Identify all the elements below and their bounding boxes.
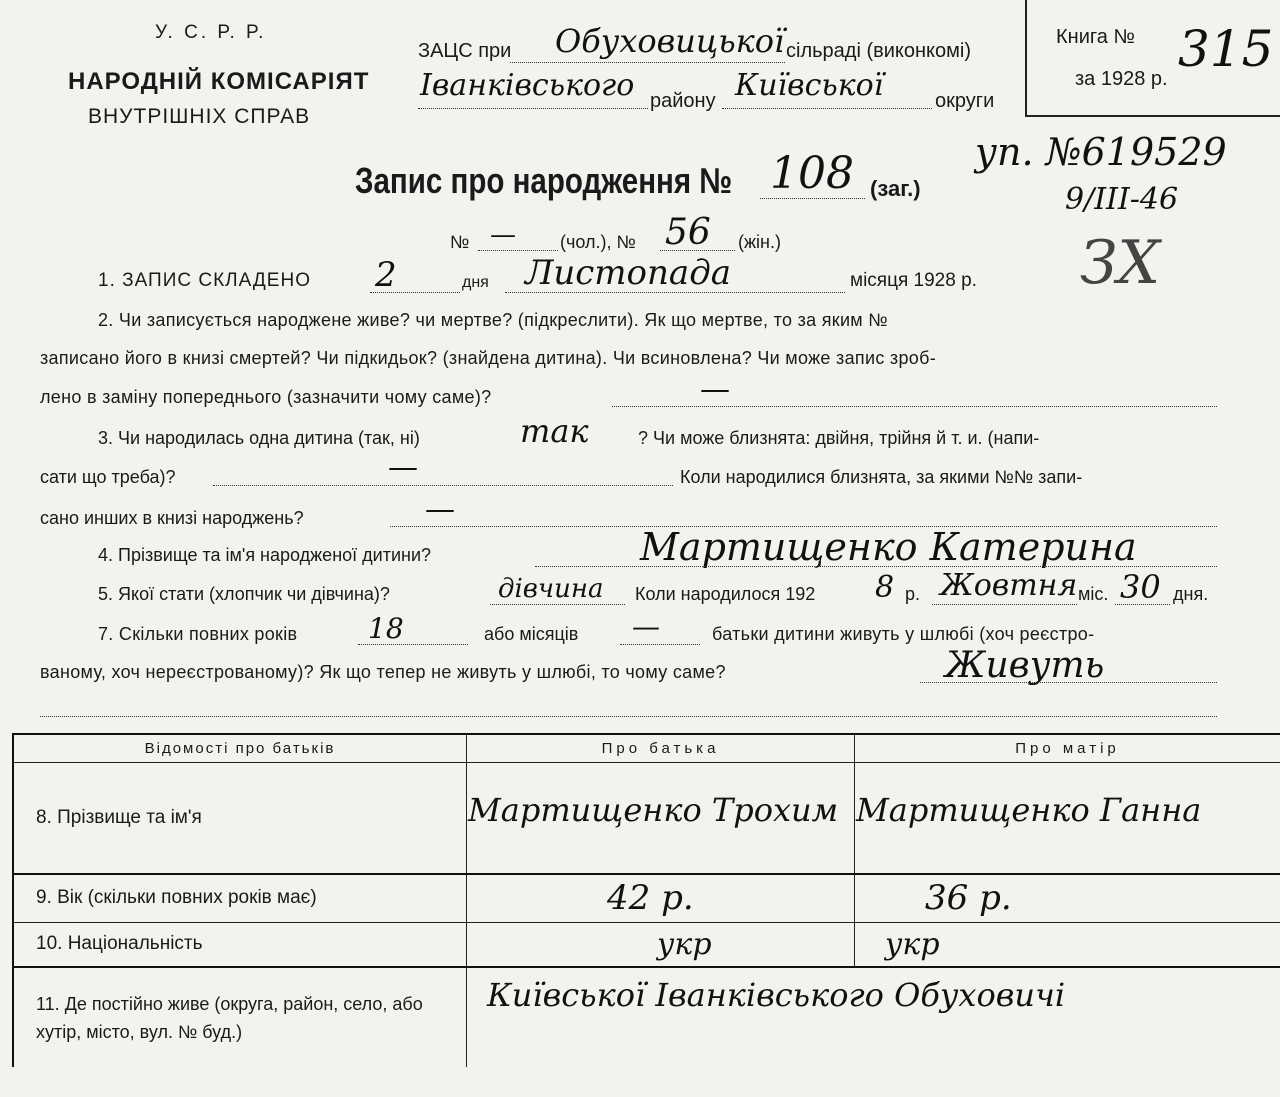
col-header-father: Про батька bbox=[467, 734, 855, 762]
parents-table bbox=[12, 733, 1280, 1067]
item5-label: 5. Якої стати (хлопчик чи дівчина)? bbox=[98, 584, 390, 604]
book-number: 315 bbox=[1178, 20, 1274, 78]
item1-month: Листопада bbox=[525, 253, 732, 293]
item2-line1: 2. Чи записується народжене живе? чи мертве? (підкреслити). Як що мертве, то за яким № bbox=[98, 310, 888, 330]
header-ussr: У. С. Р. Р. bbox=[155, 22, 267, 43]
item1-suffix: місяця 1928 р. bbox=[850, 270, 977, 291]
table-row bbox=[13, 922, 1280, 967]
header-internal-affairs: ВНУТРІШНІХ СПРАВ bbox=[88, 105, 311, 128]
mother-age: 36 р. bbox=[925, 878, 1012, 919]
col-header-info: Відомості про батьків bbox=[13, 734, 467, 762]
record-suffix: (заг.) bbox=[870, 176, 921, 201]
item3-line2b: Коли народилися близнята, за якими №№ запи- bbox=[680, 467, 1083, 487]
item3-line1b: ? Чи може близнята: двійня, трійня й т. и. (напи- bbox=[638, 428, 1040, 448]
district-label: району bbox=[650, 90, 716, 112]
col-header-mother: Про матір bbox=[855, 734, 1280, 762]
margin-note-1: уп. №619529 bbox=[975, 130, 1227, 174]
subtitle-male-label: (чол.), № bbox=[560, 232, 636, 252]
item2-value: — bbox=[700, 372, 730, 407]
zags-suffix: сільраді (виконкомі) bbox=[786, 40, 971, 62]
father-name: Мартищенко Трохим bbox=[468, 790, 839, 829]
header-commissariat: НАРОДНІЙ КОМІСАРІЯТ bbox=[68, 68, 370, 95]
table-row bbox=[13, 967, 1280, 1067]
item3-value2: — bbox=[388, 450, 418, 485]
margin-note-2: 9/ІІІ-46 bbox=[1065, 182, 1179, 217]
item7-months: — bbox=[632, 610, 660, 643]
item5-year: 8 bbox=[875, 570, 895, 605]
subtitle-male-value: — bbox=[490, 220, 516, 250]
item7-line1c: батьки дитини живуть у шлюбі (хоч реєстро- bbox=[712, 624, 1095, 644]
row-label-name: 8. Прізвище та ім'я bbox=[13, 762, 467, 874]
subtitle-no: № bbox=[450, 232, 470, 252]
mother-nationality: укр bbox=[885, 926, 940, 962]
item2-line3: лено в заміну попереднього (зазначити чому саме)? bbox=[40, 387, 492, 407]
item7-line2: ваному, хоч нереєстрованому)? Як що тепер не живуть у шлюбі, то чому саме? bbox=[40, 662, 726, 682]
item5-value: дівчина bbox=[498, 574, 604, 604]
item3-line1a: 3. Чи народилась одна дитина (так, ні) bbox=[98, 428, 420, 448]
row-label-age: 9. Вік (скільки повних років має) bbox=[13, 874, 467, 922]
item1-day: 2 bbox=[375, 255, 397, 295]
zags-village-handwritten: Обуховицької bbox=[555, 22, 785, 60]
item3-line2a: сати що треба)? bbox=[40, 467, 176, 487]
item3-line3: сано инших в книзі народжень? bbox=[40, 508, 304, 528]
book-year: за 1928 р. bbox=[1075, 68, 1168, 90]
table-row bbox=[13, 874, 1280, 922]
item7-years: 18 bbox=[368, 612, 404, 645]
item1-day-label: дня bbox=[462, 274, 489, 291]
record-number: 108 bbox=[770, 148, 854, 199]
zags-prefix: ЗАЦС при bbox=[418, 40, 512, 62]
father-nationality: укр bbox=[657, 926, 712, 962]
subtitle-female-value: 56 bbox=[665, 212, 711, 253]
item3-value3: — bbox=[425, 492, 455, 527]
item5-mis: міс. bbox=[1078, 584, 1109, 604]
item5-month: Жовтня bbox=[940, 568, 1078, 603]
item1-label: 1. ЗАПИС СКЛАДЕНО bbox=[98, 270, 311, 291]
item7-line1a: 7. Скільки повних років bbox=[98, 624, 298, 644]
item5-mid: Коли народилося 192 bbox=[635, 584, 816, 604]
item5-dnia: дня. bbox=[1173, 584, 1209, 604]
item7-line1b: або місяців bbox=[484, 624, 579, 644]
district-handwritten: Іванківського bbox=[420, 68, 635, 103]
item2-line2: записано його в книзі смертей? Чи підкидьок? (знайдена дитина). Чи всиновлена? Чи може запис зроб- bbox=[40, 348, 936, 368]
father-residence: Київської Іванківського Обуховичі bbox=[487, 976, 1066, 1014]
subtitle-female-label: (жін.) bbox=[738, 232, 781, 252]
item4-label: 4. Прізвище та ім'я народженої дитини? bbox=[98, 545, 432, 565]
record-title: Запис про народження № bbox=[355, 160, 733, 201]
item5-r: р. bbox=[905, 584, 921, 604]
father-age: 42 р. bbox=[607, 878, 694, 919]
okrug-label: округи bbox=[935, 90, 995, 112]
okrug-handwritten: Київської bbox=[735, 68, 884, 103]
mother-name: Мартищенко Ганна bbox=[856, 790, 1202, 829]
item7-value: Живуть bbox=[945, 645, 1105, 686]
row-label-nationality: 10. Національність bbox=[13, 922, 467, 967]
row-label-residence: 11. Де постійно живе (округа, район, село, або хутір, місто, вул. № буд.) bbox=[13, 967, 467, 1067]
item4-value: Мартищенко Катерина bbox=[640, 525, 1137, 569]
book-label: Книга № bbox=[1056, 26, 1135, 48]
margin-note-3: ЗХ bbox=[1080, 228, 1161, 298]
item3-value: так bbox=[520, 412, 589, 450]
item5-day: 30 bbox=[1120, 568, 1161, 606]
table-row bbox=[13, 762, 1280, 874]
